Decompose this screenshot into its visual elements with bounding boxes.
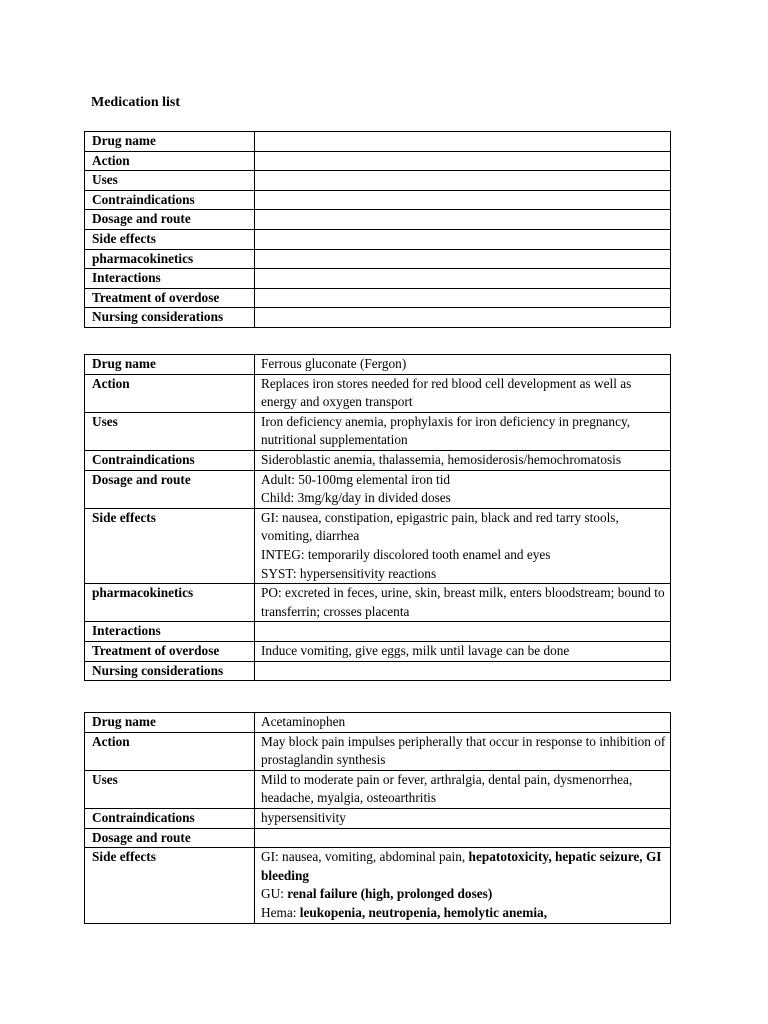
- row-label: Treatment of overdose: [85, 288, 255, 308]
- nursing-value: [255, 661, 671, 681]
- table-row: [85, 151, 671, 171]
- row-label: Drug name: [85, 355, 255, 375]
- table-row: [85, 770, 671, 808]
- side-effect-hema-bold: leukopenia, neutropenia, hemolytic anemia,: [299, 904, 548, 920]
- side-effect-gu: [261, 885, 666, 904]
- side-effect-gi-bold: hepatotoxicity, hepatic seizure, GI bleeding: [261, 849, 662, 883]
- action-value: Replaces iron stores needed for red blood cell development as well as energy and oxygen transport: [255, 374, 671, 412]
- table-row: [85, 412, 671, 450]
- uses-value: Mild to moderate pain or fever, arthralgia, dental pain, dysmenorrhea, headache, myalgia, osteoarthritis: [255, 770, 671, 808]
- row-label: Drug name: [85, 132, 255, 152]
- contraindications-value: hypersensitivity: [255, 808, 671, 828]
- uses-value: Iron deficiency anemia, prophylaxis for iron deficiency in pregnancy, nutritional supplementation: [255, 412, 671, 450]
- row-label: Side effects: [85, 508, 255, 583]
- row-label: Interactions: [85, 622, 255, 642]
- ferrous-gluconate-table: [84, 354, 671, 681]
- blank-medication-table: [84, 131, 671, 328]
- row-label: pharmacokinetics: [85, 584, 255, 622]
- row-label: Contraindications: [85, 450, 255, 470]
- row-label: Side effects: [85, 848, 255, 923]
- row-value: [255, 210, 671, 230]
- table-row: [85, 190, 671, 210]
- table-row: [85, 210, 671, 230]
- side-effects-value: [255, 848, 671, 923]
- side-effect-integ: INTEG: temporarily discolored tooth enamel and eyes: [261, 546, 551, 562]
- table-row: [85, 828, 671, 848]
- side-effect-hema-prefix: Hema:: [261, 904, 300, 920]
- table-row: [85, 470, 671, 508]
- side-effect-hema: [261, 904, 666, 923]
- interactions-value: [255, 622, 671, 642]
- table-row: [85, 713, 671, 733]
- pharmacokinetics-value: PO: excreted in feces, urine, skin, breast milk, enters bloodstream; bound to transferrin; crosses placenta: [255, 584, 671, 622]
- side-effect-gi-prefix: GI: nausea, vomiting, abdominal pain,: [261, 849, 469, 865]
- dosage-adult: Adult: 50-100mg elemental iron tid: [261, 471, 451, 487]
- row-label: Contraindications: [85, 190, 255, 210]
- row-label: Uses: [85, 171, 255, 191]
- table-row: [85, 269, 671, 289]
- table-row: [85, 450, 671, 470]
- contraindications-value: Sideroblastic anemia, thalassemia, hemosiderosis/hemochromatosis: [255, 450, 671, 470]
- table-row: [85, 661, 671, 681]
- row-value: [255, 151, 671, 171]
- table-row: [85, 584, 671, 622]
- table-row: [85, 288, 671, 308]
- table-row: [85, 808, 671, 828]
- drug-name-value: Ferrous gluconate (Fergon): [255, 355, 671, 375]
- side-effect-syst: SYST: hypersensitivity reactions: [261, 565, 437, 581]
- side-effects-value: [255, 508, 671, 583]
- table-row: [85, 229, 671, 249]
- row-value: [255, 229, 671, 249]
- overdose-value: Induce vomiting, give eggs, milk until lavage can be done: [255, 641, 671, 661]
- row-label: Dosage and route: [85, 828, 255, 848]
- table-row: [85, 374, 671, 412]
- side-effect-gi: GI: nausea, constipation, epigastric pain, black and red tarry stools, vomiting, diarrhea: [261, 509, 619, 544]
- row-label: Treatment of overdose: [85, 641, 255, 661]
- side-effect-gu-bold: renal failure (high, prolonged doses): [287, 886, 493, 902]
- row-label: pharmacokinetics: [85, 249, 255, 269]
- table-row: [85, 308, 671, 328]
- table-row: [85, 641, 671, 661]
- row-label: Side effects: [85, 229, 255, 249]
- acetaminophen-table: [84, 712, 671, 924]
- row-label: Contraindications: [85, 808, 255, 828]
- row-value: [255, 288, 671, 308]
- dosage-child: Child: 3mg/kg/day in divided doses: [261, 490, 451, 506]
- side-effect-gi: [261, 848, 666, 885]
- dosage-value: [255, 470, 671, 508]
- row-label: Action: [85, 374, 255, 412]
- table-row: [85, 848, 671, 923]
- row-value: [255, 249, 671, 269]
- row-value: [255, 308, 671, 328]
- table-row: [85, 171, 671, 191]
- row-label: Drug name: [85, 713, 255, 733]
- table-row: [85, 508, 671, 583]
- row-label: Dosage and route: [85, 470, 255, 508]
- row-label: Dosage and route: [85, 210, 255, 230]
- table-row: [85, 249, 671, 269]
- action-value: May block pain impulses peripherally that occur in response to inhibition of prostaglandin synthesis: [255, 732, 671, 770]
- row-label: Nursing considerations: [85, 661, 255, 681]
- drug-name-value: Acetaminophen: [255, 713, 671, 733]
- row-value: [255, 190, 671, 210]
- table-row: [85, 132, 671, 152]
- side-effect-gu-prefix: GU:: [261, 886, 288, 902]
- dosage-value: [255, 828, 671, 848]
- row-label: Uses: [85, 770, 255, 808]
- table-row: [85, 622, 671, 642]
- row-value: [255, 269, 671, 289]
- table-row: [85, 732, 671, 770]
- row-value: [255, 132, 671, 152]
- row-label: Action: [85, 151, 255, 171]
- table-row: [85, 355, 671, 375]
- row-label: Interactions: [85, 269, 255, 289]
- page-title: Medication list: [91, 95, 181, 110]
- row-value: [255, 171, 671, 191]
- row-label: Nursing considerations: [85, 308, 255, 328]
- row-label: Action: [85, 732, 255, 770]
- row-label: Uses: [85, 412, 255, 450]
